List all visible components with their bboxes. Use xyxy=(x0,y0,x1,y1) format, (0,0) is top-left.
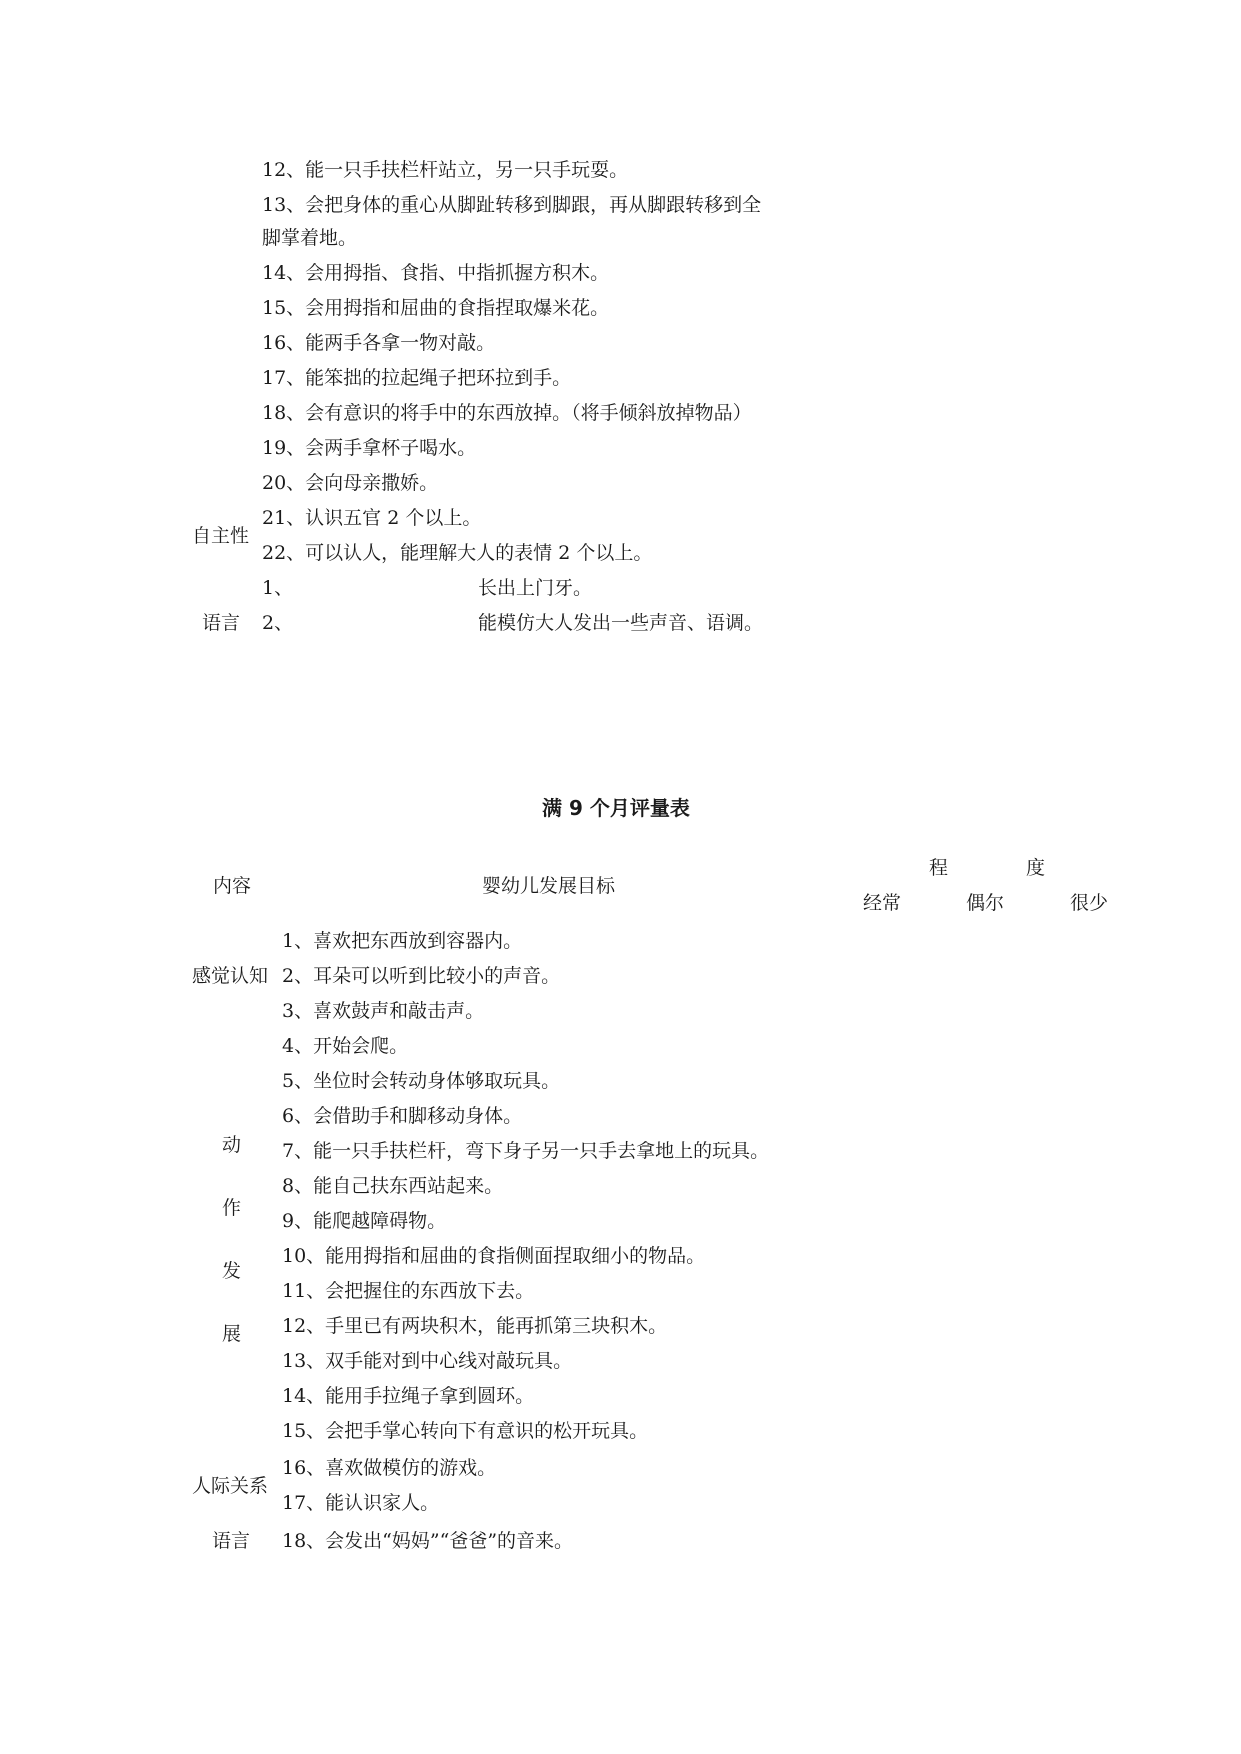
table-row: 9、能爬越障碍物。 xyxy=(282,1210,447,1232)
table-row: 12、手里已有两块积木，能再抓第三块积木。 xyxy=(282,1315,668,1337)
header-degree: 度 xyxy=(1026,857,1046,879)
list-item-number: 2、 xyxy=(262,612,294,634)
category-label: 语言 xyxy=(212,1530,251,1552)
table-row: 18、会发出“妈妈”“爸爸”的音来。 xyxy=(282,1530,574,1552)
table-row: 8、能自己扶东西站起来。 xyxy=(282,1175,504,1197)
category-label: 动 xyxy=(222,1134,242,1156)
list-item: 15、会用拇指和屈曲的食指捏取爆米花。 xyxy=(262,297,610,319)
table-row: 10、能用拇指和屈曲的食指侧面捏取细小的物品。 xyxy=(282,1245,706,1267)
table-row: 5、坐位时会转动身体够取玩具。 xyxy=(282,1070,561,1092)
table-row: 7、能一只手扶栏杆，弯下身子另一只手去拿地上的玩具。 xyxy=(282,1140,770,1162)
table-row: 1、喜欢把东西放到容器内。 xyxy=(282,930,523,952)
header-degree: 程 xyxy=(929,857,949,879)
list-item: 18、会有意识的将手中的东西放掉。（将手倾斜放掉物品） xyxy=(262,402,752,424)
category-label: 作 xyxy=(222,1197,242,1219)
list-item: 22、可以认人，能理解大人的表情 2 个以上。 xyxy=(262,542,653,564)
list-item: 21、认识五官 2 个以上。 xyxy=(262,507,482,529)
category-label: 感觉认知 xyxy=(192,965,269,987)
list-item-number: 1、 xyxy=(262,577,294,599)
header-sometimes: 偶尔 xyxy=(966,892,1005,914)
table-row: 16、喜欢做模仿的游戏。 xyxy=(282,1457,497,1479)
category-label: 人际关系 xyxy=(192,1475,269,1497)
table-title: 满 9 个月评量表 xyxy=(542,796,690,820)
category-label: 发 xyxy=(222,1260,242,1282)
category-label: 语言 xyxy=(202,612,241,634)
list-item: 长出上门牙。 xyxy=(478,577,593,599)
table-row: 14、能用手拉绳子拿到圆环。 xyxy=(282,1385,535,1407)
list-item-continuation: 脚掌着地。 xyxy=(262,227,358,249)
table-row: 6、会借助手和脚移动身体。 xyxy=(282,1105,523,1127)
header-rarely: 很少 xyxy=(1070,892,1109,914)
list-item: 20、会向母亲撒娇。 xyxy=(262,472,439,494)
header-content: 内容 xyxy=(213,875,252,897)
list-item: 17、能笨拙的拉起绳子把环拉到手。 xyxy=(262,367,572,389)
category-label: 自主性 xyxy=(192,525,250,547)
list-item: 16、能两手各拿一物对敲。 xyxy=(262,332,496,354)
header-goal: 婴幼儿发展目标 xyxy=(482,875,616,897)
table-row: 15、会把手掌心转向下有意识的松开玩具。 xyxy=(282,1420,649,1442)
list-item: 19、会两手拿杯子喝水。 xyxy=(262,437,477,459)
list-item: 12、能一只手扶栏杆站立，另一只手玩耍。 xyxy=(262,159,629,181)
table-row: 2、耳朵可以听到比较小的声音。 xyxy=(282,965,561,987)
table-row: 13、双手能对到中心线对敲玩具。 xyxy=(282,1350,573,1372)
list-item: 能模仿大人发出一些声音、语调。 xyxy=(478,612,764,634)
list-item: 14、会用拇指、食指、中指抓握方积木。 xyxy=(262,262,610,284)
table-row: 17、能认识家人。 xyxy=(282,1492,440,1514)
list-item: 13、会把身体的重心从脚趾转移到脚跟，再从脚跟转移到全 xyxy=(262,194,762,216)
header-often: 经常 xyxy=(863,892,902,914)
category-label: 展 xyxy=(222,1323,242,1345)
table-row: 4、开始会爬。 xyxy=(282,1035,409,1057)
table-row: 3、喜欢鼓声和敲击声。 xyxy=(282,1000,485,1022)
table-row: 11、会把握住的东西放下去。 xyxy=(282,1280,535,1302)
